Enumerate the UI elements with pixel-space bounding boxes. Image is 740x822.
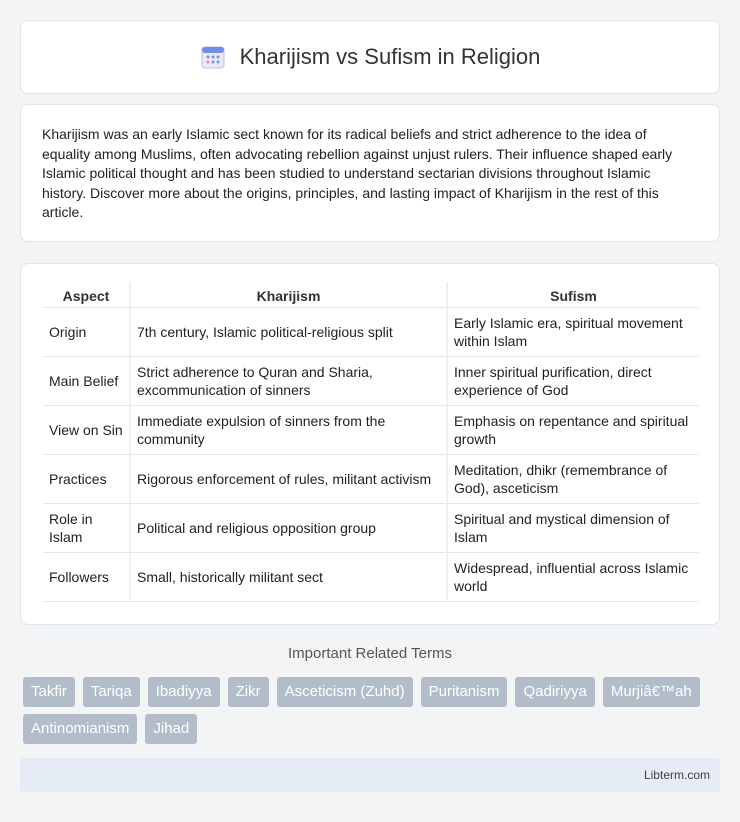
title-wrap (200, 44, 541, 70)
table-header-row (43, 282, 699, 308)
tag-qadiriyya[interactable]: Qadiriyya (515, 677, 594, 707)
tag-takfir[interactable]: Takfir (23, 677, 75, 707)
comparison-table (43, 282, 699, 602)
table-row (43, 553, 699, 602)
footer (20, 758, 720, 792)
cell-aspect: Followers (43, 553, 129, 602)
table-row (43, 455, 699, 504)
table-row (43, 357, 699, 406)
tag-zikr[interactable]: Zikr (228, 677, 269, 707)
cell-kharijism: Political and religious opposition group (129, 504, 446, 553)
page-title: Kharijism vs Sufism in Religion (239, 44, 541, 69)
cell-sufism: Inner spiritual purification, direct experience of God (446, 357, 699, 406)
header-kharijism: Kharijism (129, 282, 446, 308)
header-card (20, 20, 720, 94)
comparison-table-card (20, 263, 720, 625)
cell-sufism: Early Islamic era, spiritual movement within Islam (446, 308, 699, 357)
cell-kharijism: Small, historically militant sect (129, 553, 446, 602)
cell-kharijism: 7th century, Islamic political-religious split (129, 308, 446, 357)
cell-sufism: Emphasis on repentance and spiritual growth (446, 406, 699, 455)
header-sufism: Sufism (446, 282, 699, 308)
cell-sufism: Meditation, dhikr (remembrance of God), asceticism (446, 455, 699, 504)
tag-puritanism[interactable]: Puritanism (421, 677, 508, 707)
cell-sufism: Spiritual and mystical dimension of Islam (446, 504, 699, 553)
cell-aspect: Main Belief (43, 357, 129, 406)
tag-tariqa[interactable]: Tariqa (83, 677, 140, 707)
cell-kharijism: Strict adherence to Quran and Sharia, excommunication of sinners (129, 357, 446, 406)
table-row (43, 308, 699, 357)
cell-aspect: Practices (43, 455, 129, 504)
table-row (43, 504, 699, 553)
related-terms-title: Important Related Terms (288, 645, 452, 662)
tag-murjiah[interactable]: Murjiâ€™ah (603, 677, 700, 707)
cell-kharijism: Immediate expulsion of sinners from the community (129, 406, 446, 455)
intro-card (20, 104, 720, 242)
header-aspect: Aspect (43, 282, 129, 308)
tag-antinomianism[interactable]: Antinomianism (23, 714, 137, 744)
tag-asceticism[interactable]: Asceticism (Zuhd) (277, 677, 413, 707)
intro-text: Kharijism was an early Islamic sect known for its radical beliefs and strict adherence to the idea of equality among Muslims, often advocating rebellion against unjust rulers. Their influence shaped early Islamic political thought and has been studied to understand sectarian divisions throughout Islamic history. Discover more about the origins, principles, and lasting impact of Kharijism in the rest of this article. (42, 126, 673, 220)
footer-site-link[interactable]: Libterm.com (643, 768, 710, 782)
calendar-grid-icon (200, 44, 226, 70)
cell-kharijism: Rigorous enforcement of rules, militant activism (129, 455, 446, 504)
table-row (43, 406, 699, 455)
tag-jihad[interactable]: Jihad (145, 714, 197, 744)
cell-aspect: Origin (43, 308, 129, 357)
cell-sufism: Widespread, influential across Islamic world (446, 553, 699, 602)
cell-aspect: View on Sin (43, 406, 129, 455)
related-tags (23, 677, 723, 744)
tag-ibadiyya[interactable]: Ibadiyya (148, 677, 220, 707)
cell-aspect: Role in Islam (43, 504, 129, 553)
